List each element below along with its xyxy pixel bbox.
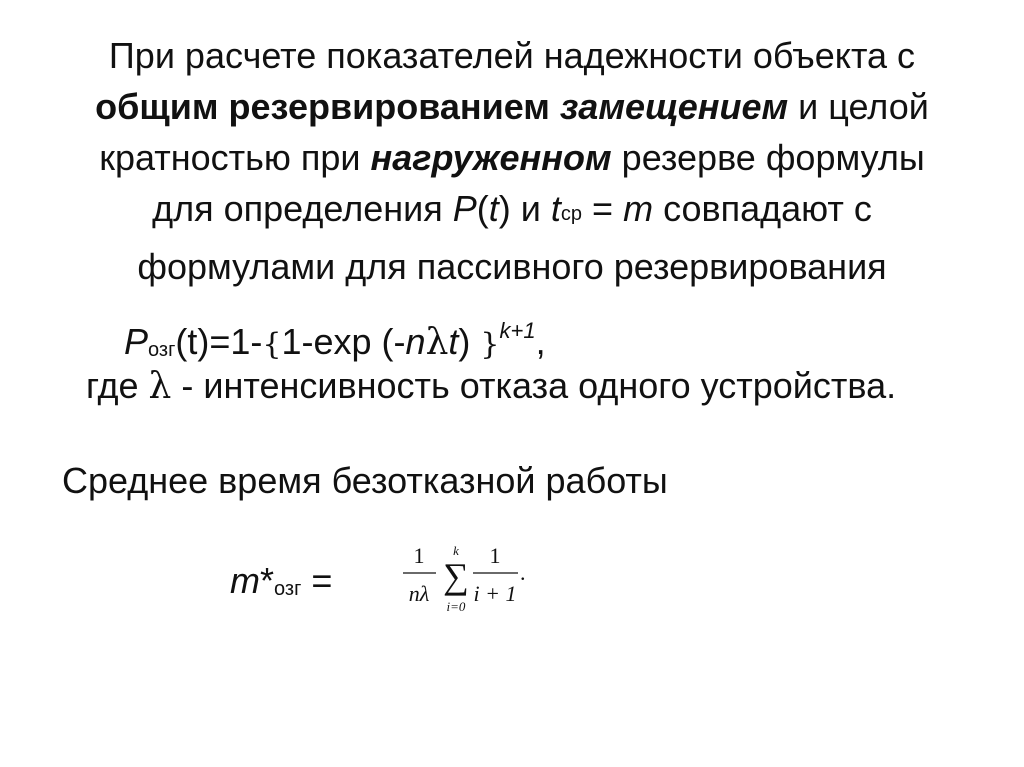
paragraph-line-4 [40,183,984,241]
sum-upper-limit: k [453,543,459,558]
formula-lambda: λ [425,322,449,363]
paragraph-line-5: формулами для пассивного резервирования [137,246,887,287]
formula-comma: , [535,321,546,362]
subscript-cp: ср [560,203,583,225]
formula-body-1: (t)=1- [175,321,263,362]
where-lambda: λ [148,366,172,407]
var-t-cp: t [550,188,561,229]
m-equals: = [301,560,333,601]
paragraph-line-3 [40,132,984,183]
var-m: m [623,188,654,229]
formula-exponent: k+1 [499,318,536,343]
mtbf-formula-label [230,560,332,602]
var-P: P [452,188,477,229]
m-var: m [230,560,260,601]
m-subscript: озг [274,578,302,600]
sum-sign: ∑ [443,556,469,596]
bold-text: общим резервированием [95,86,550,127]
fraction-2-denominator: i + 1 [473,581,517,606]
fraction-2-numerator: 1 [489,543,501,568]
m-star: * [260,560,275,601]
formula-close: ) [458,321,481,362]
plain-text: совпадают с [653,188,872,229]
formula-P: P [124,321,149,362]
equals: = [582,188,624,229]
plain-text: для определения [152,188,453,229]
paragraph-line-1: При расчете показателей надежности объекта с [108,35,916,76]
mtbf-formula-math [398,540,538,625]
formula-n: n [405,321,426,362]
where-rest: - интенсивность отказа одного устройства. [171,365,897,406]
left-brace: { [262,327,282,362]
plain-text: ) и [498,188,551,229]
reliability-formula [124,318,546,363]
bold-italic-text: замещением [559,86,789,127]
sum-lower-limit: i=0 [446,599,466,614]
bold-italic-text: нагруженном [370,137,612,178]
formula-body-2: 1-exp (- [281,321,406,362]
formula-dot: . [520,560,526,585]
var-t: t [488,188,499,229]
formula-subscript: озг [148,339,176,361]
plain-text: кратностью при [99,137,371,178]
where-pre: где [86,365,149,406]
paren-open: ( [476,188,489,229]
fraction-1-numerator: 1 [413,543,425,568]
mtbf-heading: Среднее время безотказной работы [62,460,668,501]
main-paragraph [40,30,984,292]
right-brace: } [480,327,500,362]
plain-text: резерве формулы [611,137,925,178]
formula-t: t [448,321,459,362]
plain-text: и целой [788,86,929,127]
where-line [86,365,896,407]
fraction-1-denominator: nλ [408,581,430,606]
paragraph-line-2 [40,81,984,132]
